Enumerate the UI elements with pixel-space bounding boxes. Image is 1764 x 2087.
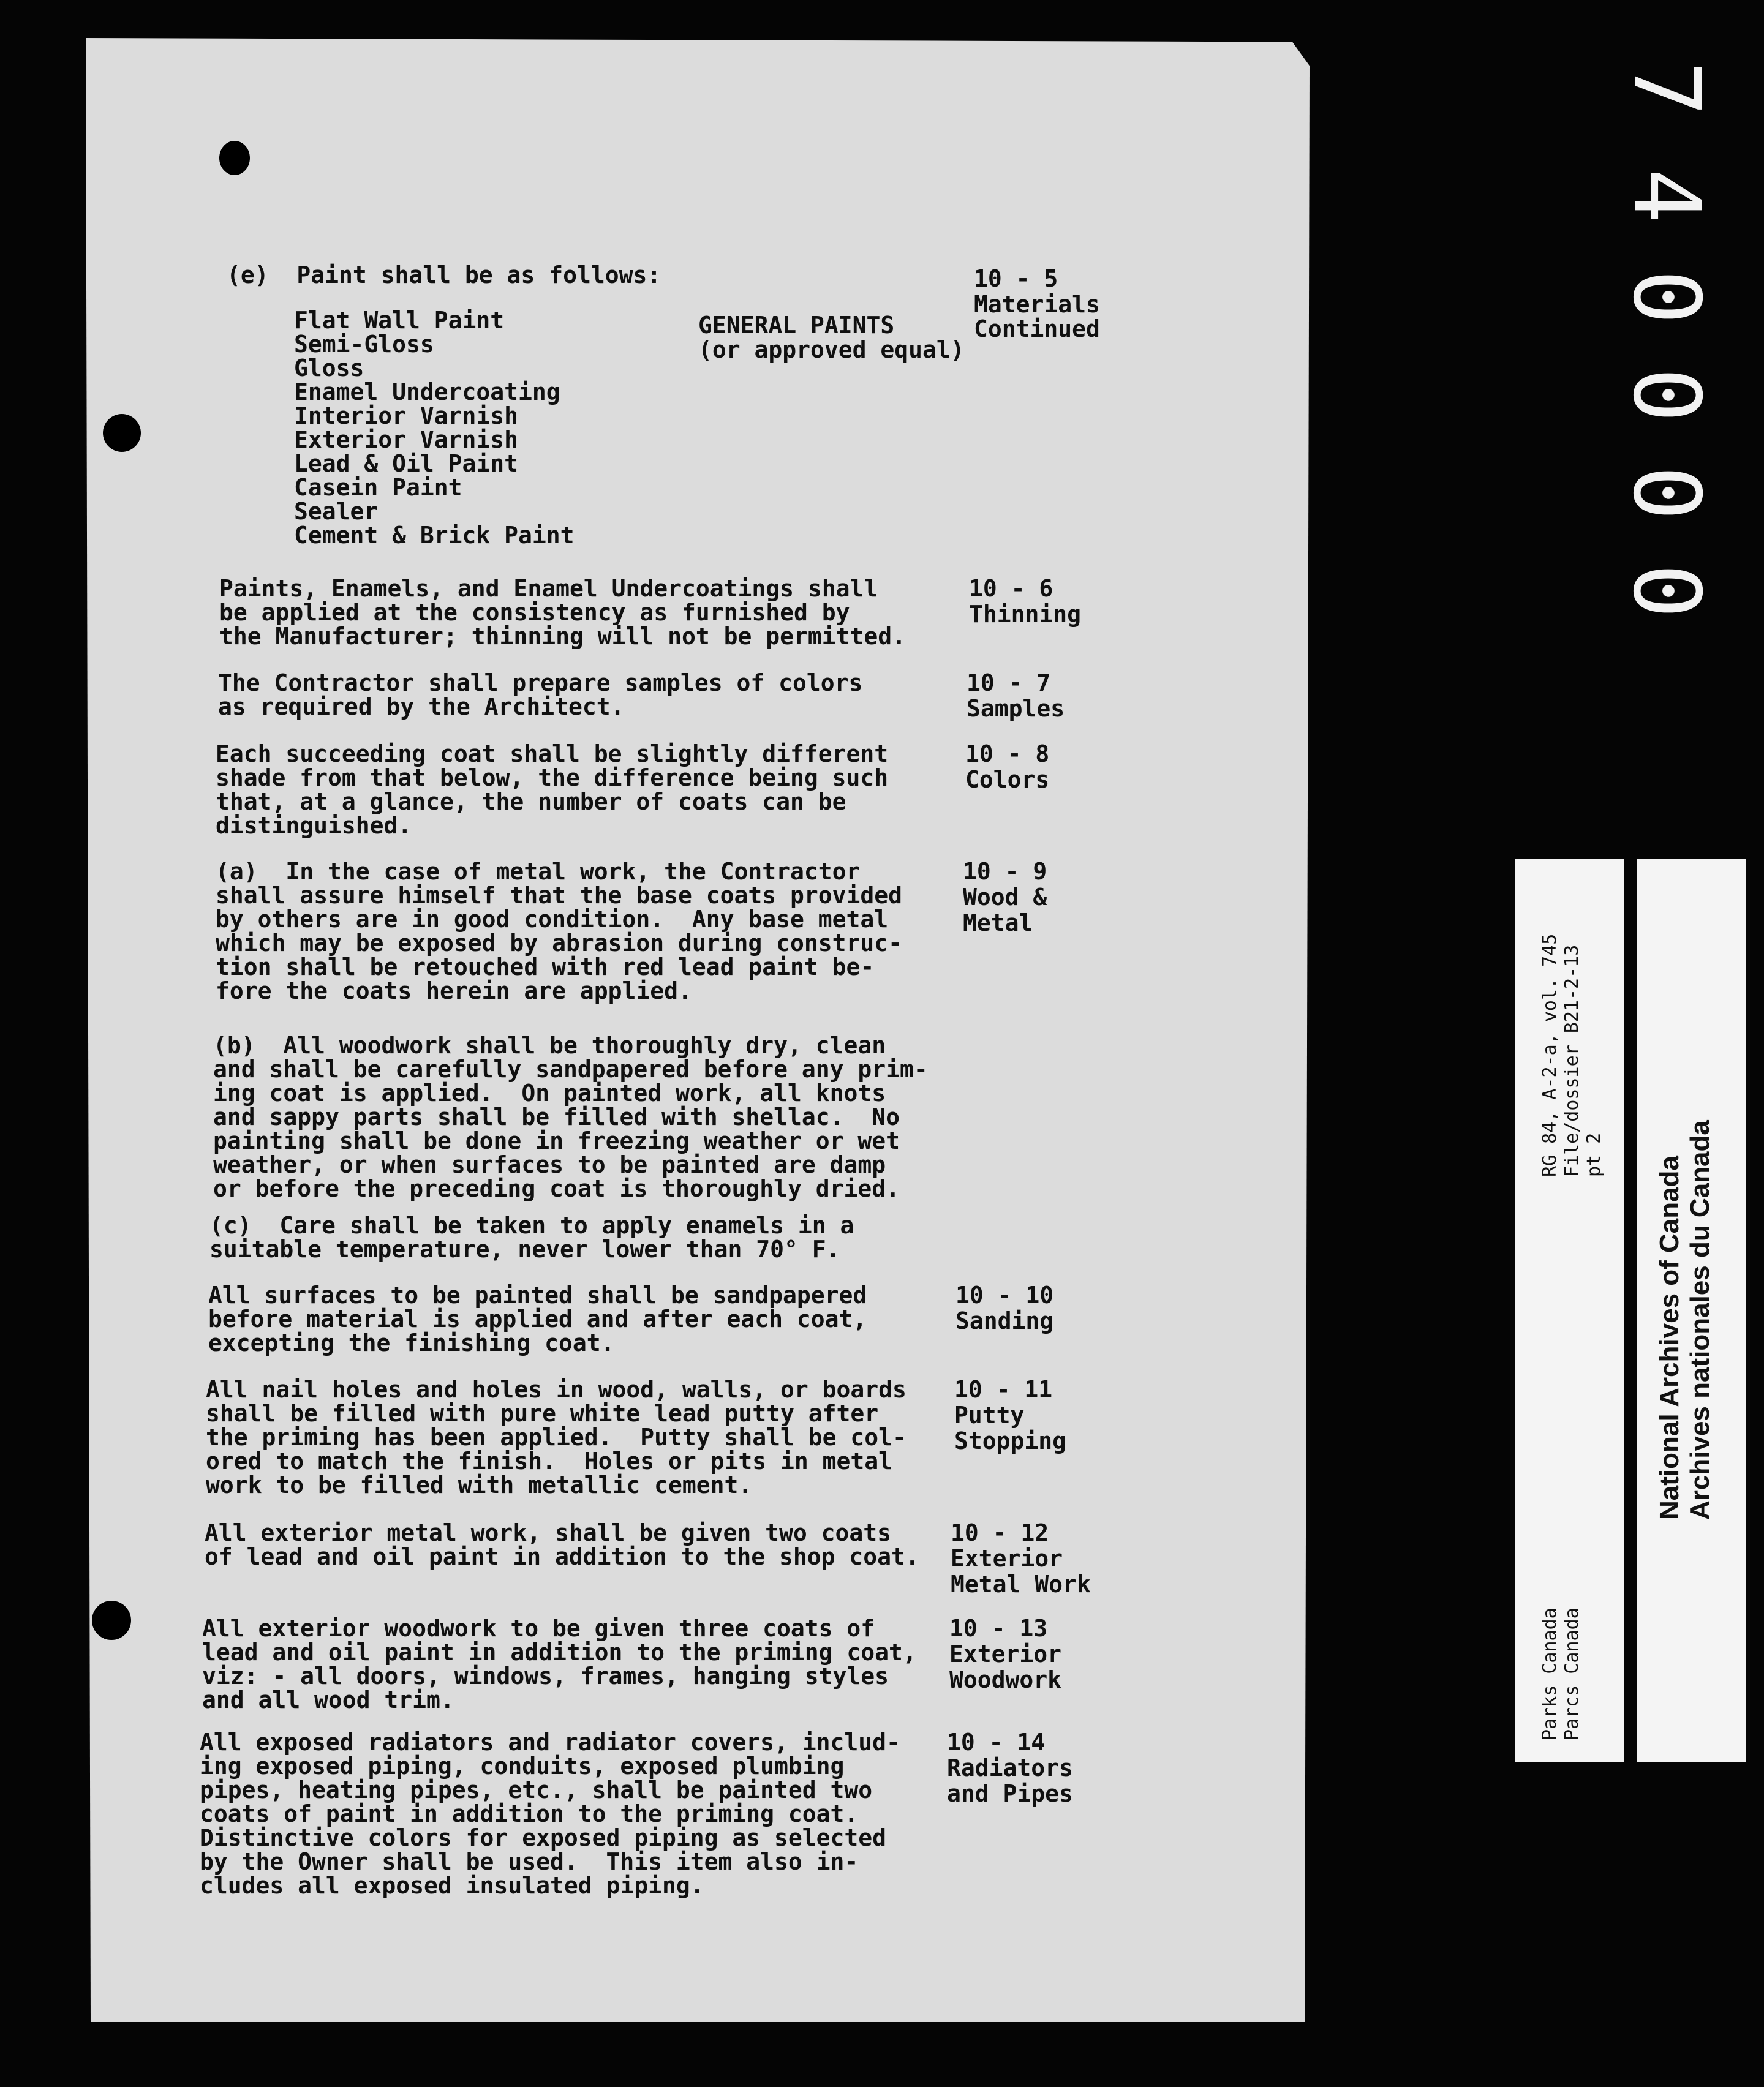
paragraph-line: All exterior metal work, shall be given two coats [205, 1519, 892, 1546]
paragraph-line: excepting the finishing coat. [208, 1329, 615, 1356]
paragraph-line: Paints, Enamels, and Enamel Undercoatings shall [219, 575, 878, 602]
frame-digit: 0 [1613, 465, 1719, 521]
section-number: 10 - 5 [974, 265, 1058, 292]
section-title: and Pipes [947, 1780, 1073, 1807]
spec-paragraph [219, 577, 906, 649]
paint-intro: (e) Paint shall be as follows: [227, 261, 662, 288]
section-margin-note [967, 670, 1065, 721]
reference-line: File/dossier B21-2-13 [1561, 944, 1583, 1177]
frame-digit: 0 [1613, 367, 1719, 423]
institution-line: National Archives of Canada [1654, 1156, 1684, 1520]
section-title: Woodwork [949, 1666, 1062, 1693]
section-number: 10 - 11 [954, 1376, 1053, 1403]
section-title: Wood & [963, 884, 1047, 911]
paragraph-line: ored to match the finish. Holes or pits in metal [206, 1448, 893, 1475]
paragraph-line: All nail holes and holes in wood, walls, or boards [206, 1376, 907, 1403]
reference-line: RG 84, A-2-a, vol. 745 [1539, 933, 1561, 1177]
spec-paragraph [218, 671, 862, 719]
paragraph-line: ing exposed piping, conduits, exposed plumbing [200, 1753, 845, 1780]
section-margin-note [969, 576, 1081, 627]
paragraph-line: by others are in good condition. Any base metal [216, 906, 889, 933]
paint-item: Exterior Varnish [294, 426, 519, 453]
paragraph-line: (b) All woodwork shall be thoroughly dry, clean [213, 1032, 886, 1059]
approved-equal-label: (or approved equal) [698, 336, 965, 363]
spec-paragraph [206, 1378, 907, 1497]
paint-item: Sealer [294, 498, 379, 525]
paragraph-line: by the Owner shall be used. This item also in- [200, 1848, 859, 1875]
paragraph-line: and sappy parts shall be filled with shellac. No [213, 1104, 900, 1130]
frame-digit: 0 [1613, 563, 1719, 619]
archive-institution-label [1637, 859, 1746, 1762]
paragraph-line: viz: - all doors, windows, frames, hanging styles [202, 1663, 889, 1690]
section-number: 10 - 12 [951, 1519, 1049, 1546]
paint-list [294, 309, 575, 547]
section-title: Samples [967, 695, 1065, 722]
section-number: 10 - 7 [967, 669, 1051, 696]
section-margin-note [947, 1729, 1073, 1807]
paragraph-line: All exterior woodwork to be given three coats of [202, 1615, 875, 1642]
section-title: Metal [963, 909, 1033, 936]
paint-item: Interior Varnish [294, 402, 519, 429]
frame-digit: 4 [1613, 168, 1719, 224]
frame-digit: 0 [1613, 269, 1719, 325]
section-margin-note [954, 1377, 1066, 1454]
paragraph-line: the priming has been applied. Putty shall be col- [206, 1424, 907, 1451]
paint-item: Lead & Oil Paint [294, 450, 519, 477]
spec-paragraph [216, 742, 888, 838]
reference-line: Parcs Canada [1561, 1608, 1583, 1740]
paragraph-line: work to be filled with metallic cement. [206, 1472, 753, 1499]
spec-paragraph [213, 1034, 928, 1201]
paragraph-line: be applied at the consistency as furnished by [219, 599, 850, 626]
document-page [86, 38, 1310, 2022]
paragraph-line: or before the preceding coat is thoroughly dried. [213, 1175, 900, 1202]
spec-paragraph [200, 1731, 900, 1898]
general-paints-label: GENERAL PAINTS [698, 312, 895, 339]
paragraph-line: shall assure himself that the base coats provided [216, 882, 903, 909]
paragraph-line: shall be filled with pure white lead putty after [206, 1400, 879, 1427]
paragraph-line: distinguished. [216, 812, 412, 839]
paragraph-line: ing coat is applied. On painted work, all knots [213, 1080, 886, 1107]
punch-hole-top-mark [219, 141, 250, 175]
section-title: Metal Work [951, 1571, 1091, 1598]
frame-number [1613, 24, 1719, 637]
paint-item: Flat Wall Paint [294, 307, 505, 334]
section-margin-note [963, 859, 1047, 936]
paragraph-line: lead and oil paint in addition to the priming coat, [202, 1639, 917, 1666]
paint-item: Semi-Gloss [294, 331, 434, 358]
section-number: 10 - 13 [949, 1615, 1048, 1642]
section-title: Exterior [951, 1545, 1063, 1572]
section-margin-note [951, 1520, 1091, 1597]
punch-hole-lower [92, 1601, 131, 1640]
paragraph-line: pipes, heating pipes, etc., shall be painted two [200, 1777, 873, 1803]
section-number: 10 - 8 [965, 740, 1050, 767]
paragraph-line: fore the coats herein are applied. [216, 977, 692, 1004]
archive-reference-label [1515, 859, 1624, 1762]
section-number: 10 - 10 [956, 1282, 1054, 1309]
section-title: Stopping [954, 1427, 1067, 1454]
paragraph-line: coats of paint in addition to the priming coat. [200, 1800, 859, 1827]
spec-paragraph [209, 1214, 854, 1262]
paragraph-line: Distinctive colors for exposed piping as selected [200, 1824, 887, 1851]
paragraph-line: as required by the Architect. [218, 693, 625, 720]
paragraph-line: All surfaces to be painted shall be sandpapered [208, 1282, 867, 1309]
spec-paragraph [202, 1617, 917, 1712]
paragraph-line: (a) In the case of metal work, the Contractor [216, 858, 861, 885]
section-title: Thinning [969, 601, 1082, 628]
spec-paragraph [216, 860, 902, 1003]
paragraph-line: shade from that below, the difference being such [216, 764, 889, 791]
paragraph-line: which may be exposed by abrasion during construc- [216, 930, 903, 957]
spec-paragraph [208, 1284, 867, 1355]
paragraph-line: Each succeeding coat shall be slightly different [216, 740, 889, 767]
spec-paragraph [205, 1521, 919, 1569]
paragraph-line: The Contractor shall prepare samples of colors [218, 669, 863, 696]
institution-line: Archives nationales du Canada [1685, 1120, 1715, 1520]
paragraph-line: before material is applied and after each coat, [208, 1306, 867, 1333]
reference-line: pt 2 [1583, 1132, 1605, 1177]
paint-item: Enamel Undercoating [294, 378, 560, 405]
paragraph-line: (c) Care shall be taken to apply enamels in a [209, 1212, 854, 1239]
paragraph-line: and all wood trim. [202, 1687, 454, 1713]
paragraph-line: the Manufacturer; thinning will not be permitted. [219, 623, 907, 650]
paragraph-line: and shall be carefully sandpapered before any prim- [213, 1056, 928, 1083]
reference-line: Parks Canada [1539, 1608, 1561, 1740]
paragraph-line: tion shall be retouched with red lead paint be- [216, 953, 875, 980]
paint-item: Casein Paint [294, 474, 462, 501]
paint-item: Gloss [294, 355, 364, 382]
paragraph-line: painting shall be done in freezing weather or wet [213, 1127, 900, 1154]
section-title-continued: Continued [974, 315, 1100, 342]
section-margin-note [949, 1615, 1061, 1693]
paragraph-line: of lead and oil paint in addition to the shop coat. [205, 1543, 919, 1570]
section-margin-note [965, 741, 1049, 792]
section-number: 10 - 14 [947, 1729, 1046, 1756]
section-title: Materials [974, 291, 1100, 318]
paragraph-line: cludes all exposed insulated piping. [200, 1872, 704, 1899]
section-title: Sanding [956, 1307, 1054, 1334]
punch-hole-upper [103, 414, 141, 452]
section-title: Colors [965, 766, 1050, 793]
section-number: 10 - 9 [963, 858, 1047, 885]
section-margin-note [956, 1282, 1054, 1334]
section-title: Putty [954, 1402, 1025, 1429]
paint-item: Cement & Brick Paint [294, 522, 575, 549]
section-number: 10 - 6 [969, 575, 1054, 602]
section-title: Exterior [949, 1641, 1062, 1668]
paragraph-line: that, at a glance, the number of coats can be [216, 788, 846, 815]
paragraph-line: All exposed radiators and radiator covers, includ- [200, 1729, 900, 1756]
frame-digit: 7 [1613, 61, 1719, 117]
section-title: Radiators [947, 1754, 1073, 1781]
paragraph-line: suitable temperature, never lower than 70° F. [209, 1236, 840, 1263]
paragraph-line: weather, or when surfaces to be painted are damp [213, 1151, 886, 1178]
